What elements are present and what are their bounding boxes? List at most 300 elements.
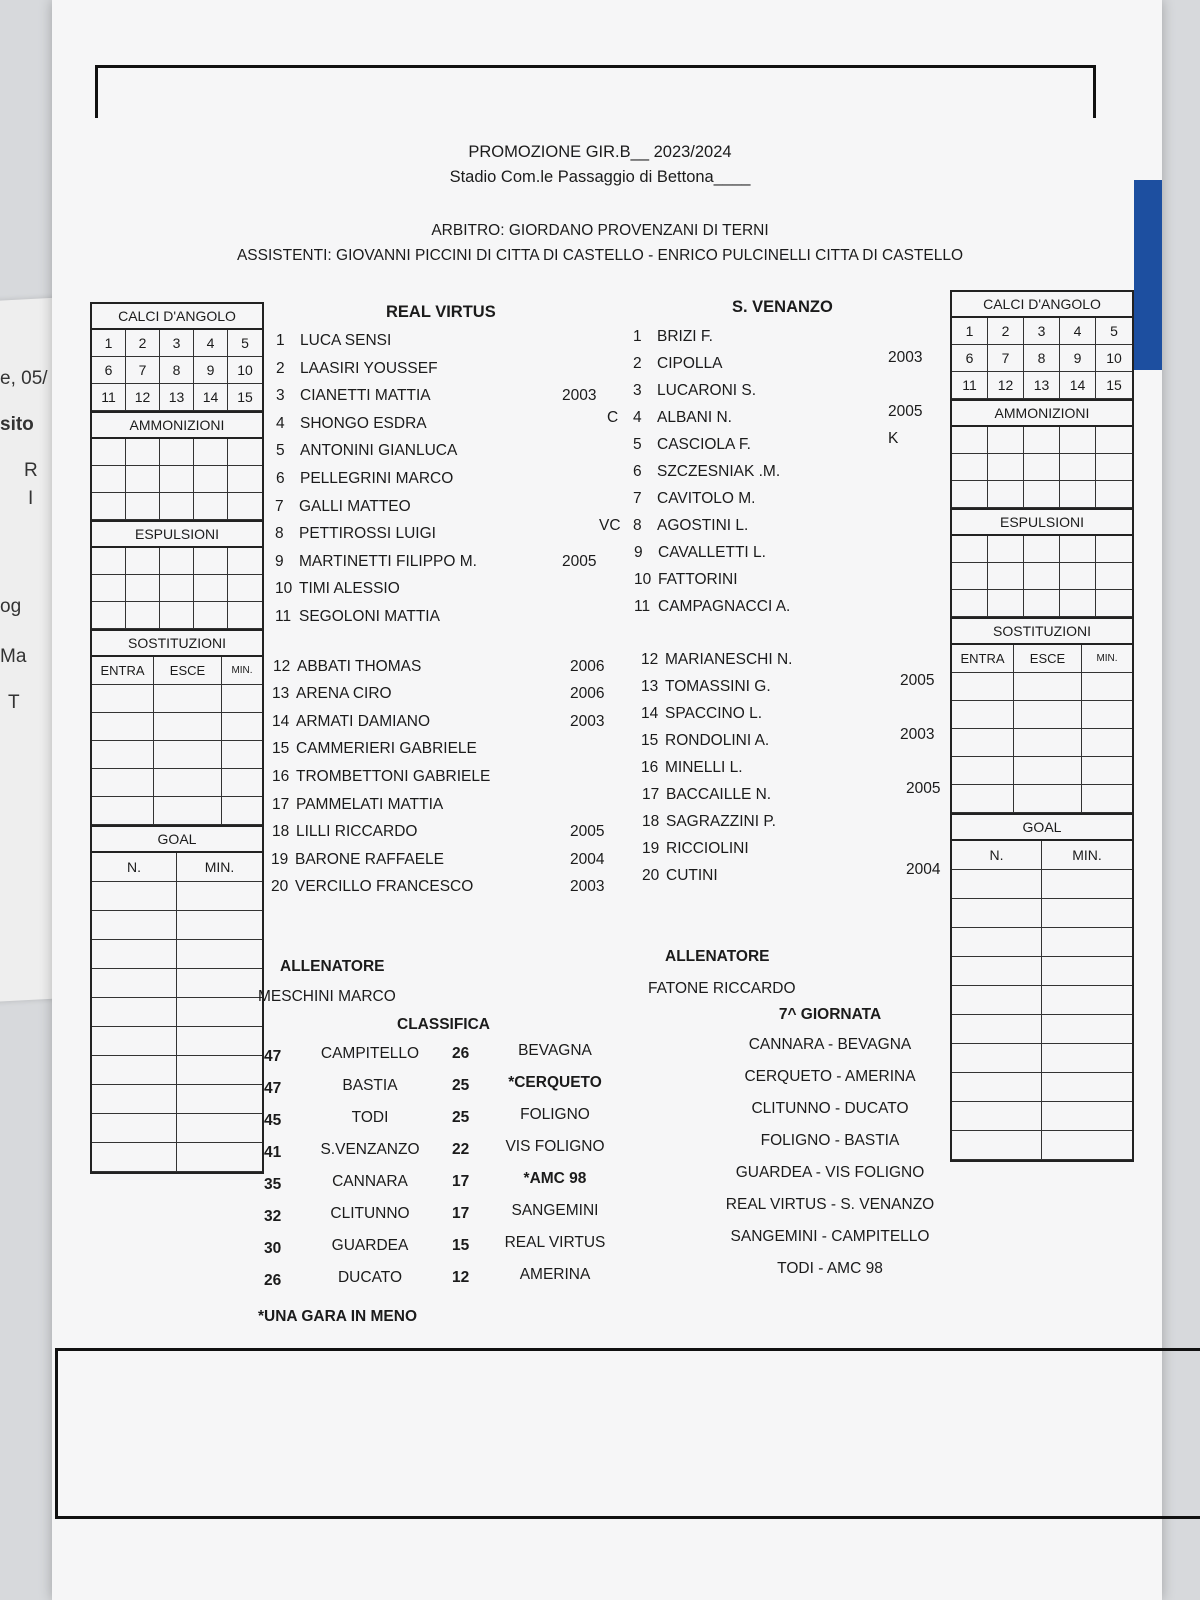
blank-cell <box>228 493 262 520</box>
away-player-row <box>641 705 762 723</box>
blank-cell <box>92 575 126 602</box>
player-number: 7 <box>633 490 642 507</box>
blank-cell <box>1082 785 1132 813</box>
blank-cell <box>1042 928 1132 957</box>
fixture: CANNARA - BEVAGNA <box>748 1036 912 1053</box>
blank-cell <box>1096 536 1132 563</box>
blank-cell <box>222 685 262 713</box>
blue-folder-edge <box>1134 180 1162 370</box>
blank-cell <box>194 439 228 466</box>
blank-cell <box>988 590 1024 617</box>
player-number: 4 <box>276 414 285 432</box>
blank-cell <box>1024 454 1060 481</box>
points: 22 <box>452 1141 470 1158</box>
player-number: 5 <box>276 442 285 460</box>
blank-cell <box>228 466 262 493</box>
player-number: 9 <box>634 544 643 561</box>
background-sheet-text: R <box>24 460 38 481</box>
blank-cell <box>1024 427 1060 454</box>
corner-number: 6 <box>952 345 988 372</box>
points: 45 <box>264 1112 282 1129</box>
home-player-row <box>272 740 477 758</box>
corner-number: 5 <box>228 330 262 357</box>
blank-cell <box>952 870 1042 899</box>
away-player-row <box>633 355 722 373</box>
player-name: FATTORINI <box>658 571 738 588</box>
away-player-row <box>634 571 738 589</box>
blank-cell <box>1014 729 1082 757</box>
notes-box <box>55 1348 1200 1519</box>
away-player-row <box>642 813 776 831</box>
player-name: GALLI MATTEO <box>299 497 411 515</box>
blank-cell <box>952 673 1014 701</box>
blank-cell <box>126 575 160 602</box>
background-sheet-text: Ma <box>0 646 27 667</box>
team: CANNARA <box>332 1173 408 1190</box>
blank-cell <box>1096 427 1132 454</box>
expulsions-grid <box>952 536 1132 619</box>
player-name: TIMI ALESSIO <box>299 580 400 598</box>
blank-cell <box>1014 785 1082 813</box>
blank-cell <box>952 701 1014 729</box>
blank-cell <box>92 713 154 741</box>
player-name: CUTINI <box>666 867 718 884</box>
blank-cell <box>952 986 1042 1015</box>
corner-number: 9 <box>194 357 228 384</box>
points: 15 <box>452 1237 470 1254</box>
blank-cell <box>952 757 1014 785</box>
player-birth-year: K <box>888 430 899 447</box>
blank-cell <box>92 1085 177 1114</box>
blank-cell <box>92 769 154 797</box>
player-name: MINELLI L. <box>665 759 743 776</box>
blank-cell <box>92 1114 177 1143</box>
player-birth-year: 2005 <box>562 552 597 570</box>
away-coach: FATONE RICCARDO <box>648 980 796 997</box>
sub-in-header: ENTRA <box>952 645 1014 673</box>
team: *CERQUETO <box>508 1074 602 1091</box>
points: 17 <box>452 1173 470 1190</box>
player-name: MARIANESCHI N. <box>665 651 793 668</box>
fixture: FOLIGNO - BASTIA <box>760 1132 900 1149</box>
away-player-row <box>641 678 771 696</box>
home-player-row <box>276 470 453 488</box>
away-player-row <box>633 490 755 508</box>
blank-cell <box>1082 701 1132 729</box>
player-name: CIPOLLA <box>657 355 723 372</box>
away-player-row <box>642 840 749 858</box>
player-number: 6 <box>276 470 285 487</box>
corner-number: 15 <box>228 384 262 411</box>
blank-cell <box>1014 701 1082 729</box>
home-player-row <box>275 608 440 626</box>
goal-grid <box>92 853 262 1172</box>
blank-cell <box>952 1131 1042 1160</box>
player-name: ALBANI N. <box>657 409 732 426</box>
blank-cell <box>1024 563 1060 590</box>
fixtures-title: 7^ GIORNATA <box>778 1006 882 1023</box>
player-name: RICCIOLINI <box>666 840 749 857</box>
blank-cell <box>1096 590 1132 617</box>
points: 17 <box>452 1205 470 1222</box>
player-number: 11 <box>634 598 651 615</box>
blank-cell <box>1060 590 1096 617</box>
team: REAL VIRTUS <box>504 1234 606 1251</box>
corner-number: 8 <box>160 357 194 384</box>
referee: ARBITRO: GIORDANO PROVENZANI DI TERNI <box>431 222 769 239</box>
blank-cell <box>92 1143 177 1172</box>
sub-min-header: MIN. <box>222 657 262 685</box>
player-number: 18 <box>642 813 660 830</box>
home-stats-panel <box>90 302 264 1174</box>
blank-cell <box>177 1056 262 1085</box>
blank-cell <box>177 882 262 911</box>
away-player-row <box>633 409 732 427</box>
player-name: LUCARONI S. <box>657 382 757 399</box>
blank-cell <box>222 741 262 769</box>
player-number: 10 <box>634 571 652 588</box>
blank-cell <box>92 1027 177 1056</box>
home-player-row <box>272 823 417 841</box>
blank-cell <box>1060 454 1096 481</box>
blank-cell <box>1082 673 1132 701</box>
substitutions-grid <box>952 645 1132 815</box>
fixture: REAL VIRTUS - S. VENANZO <box>725 1196 935 1213</box>
blank-cell <box>177 940 262 969</box>
expulsions-grid <box>92 548 262 631</box>
goal-label: GOAL <box>952 815 1132 841</box>
blank-cell <box>160 548 194 575</box>
player-number: 13 <box>641 678 659 695</box>
player-name: CAMPAGNACCI A. <box>658 598 791 615</box>
blank-cell <box>1096 481 1132 508</box>
goal-min-header: MIN. <box>177 853 262 882</box>
substitutions-grid <box>92 657 262 827</box>
blank-cell <box>154 797 222 825</box>
player-number: 9 <box>275 552 284 570</box>
team: BASTIA <box>342 1077 398 1094</box>
player-birth-year: 2003 <box>570 878 605 896</box>
fixture: GUARDEA - VIS FOLIGNO <box>735 1164 925 1181</box>
corner-number: 7 <box>126 357 160 384</box>
player-name: BACCAILLE N. <box>666 786 772 803</box>
corner-number: 2 <box>126 330 160 357</box>
blank-cell <box>952 785 1014 813</box>
team: CLITUNNO <box>330 1205 410 1222</box>
blank-cell <box>177 1114 262 1143</box>
player-number: 2 <box>276 359 285 377</box>
blank-cell <box>160 602 194 629</box>
blank-cell <box>952 454 988 481</box>
points: 32 <box>264 1208 282 1225</box>
blank-cell <box>126 493 160 520</box>
corner-number: 4 <box>194 330 228 357</box>
blank-cell <box>952 957 1042 986</box>
home-player-row <box>272 685 392 703</box>
blank-cell <box>92 741 154 769</box>
blank-cell <box>952 928 1042 957</box>
player-number: 15 <box>272 740 290 758</box>
assistants: ASSISTENTI: GIOVANNI PICCINI DI CITTA DI CASTELLO - ENRICO PULCINELLI CITTA DI CASTELLO <box>236 247 964 264</box>
blank-cell <box>92 797 154 825</box>
blank-cell <box>194 575 228 602</box>
blank-cell <box>952 1073 1042 1102</box>
blank-cell <box>92 493 126 520</box>
blank-cell <box>1042 1102 1132 1131</box>
blank-cell <box>160 575 194 602</box>
away-player-row <box>633 382 756 400</box>
home-player-row <box>275 525 436 543</box>
blank-cell <box>228 439 262 466</box>
blank-cell <box>952 1102 1042 1131</box>
player-number: 1 <box>633 328 642 345</box>
fixture: SANGEMINI - CAMPITELLO <box>730 1228 930 1245</box>
home-player-row <box>272 713 430 731</box>
blank-cell <box>228 602 262 629</box>
player-number: 11 <box>275 608 292 625</box>
away-player-row <box>641 732 769 750</box>
blank-cell <box>952 427 988 454</box>
background-sheet-text: og <box>0 596 22 617</box>
away-player-row <box>642 867 718 885</box>
corner-number: 12 <box>126 384 160 411</box>
blank-cell <box>194 466 228 493</box>
home-player-row <box>276 332 391 350</box>
fixture: CLITUNNO - DUCATO <box>751 1100 909 1117</box>
blank-cell <box>222 769 262 797</box>
player-name: VERCILLO FRANCESCO <box>295 878 474 896</box>
player-number: 17 <box>642 786 660 803</box>
points: 26 <box>264 1272 282 1289</box>
blank-cell <box>952 1015 1042 1044</box>
player-number: 3 <box>276 387 285 405</box>
goal-n-header: N. <box>952 841 1042 870</box>
points: 35 <box>264 1176 282 1193</box>
corner-number: 3 <box>1024 318 1060 345</box>
blank-cell <box>1042 1015 1132 1044</box>
corner-number: 3 <box>160 330 194 357</box>
player-name: CAVITOLO M. <box>657 490 756 507</box>
blank-cell <box>952 563 988 590</box>
player-birth-year: 2003 <box>562 387 597 405</box>
blank-cell <box>1060 481 1096 508</box>
player-name: ARMATI DAMIANO <box>296 712 431 730</box>
blank-cell <box>222 713 262 741</box>
blank-cell <box>988 563 1024 590</box>
player-number: 16 <box>641 759 659 776</box>
blank-cell <box>1024 481 1060 508</box>
away-player-row <box>641 651 792 669</box>
blank-cell <box>1042 986 1132 1015</box>
player-name: PAMMELATI MATTIA <box>296 795 444 813</box>
player-name: AGOSTINI L. <box>657 517 749 534</box>
blank-cell <box>1082 729 1132 757</box>
corner-number: 2 <box>988 318 1024 345</box>
player-number: 18 <box>272 823 290 841</box>
team: *AMC 98 <box>523 1170 587 1187</box>
player-birth-year: 2004 <box>906 861 941 878</box>
team: CAMPITELLO <box>320 1045 420 1062</box>
player-name: SEGOLONI MATTIA <box>299 608 440 625</box>
home-player-row <box>276 442 457 460</box>
player-birth-year: 2006 <box>570 685 605 703</box>
blank-cell <box>154 741 222 769</box>
blank-cell <box>92 466 126 493</box>
substitutions-label: SOSTITUZIONI <box>92 631 262 657</box>
player-number: 8 <box>633 517 642 534</box>
away-player-row <box>633 517 748 535</box>
corner-number: 7 <box>988 345 1024 372</box>
blank-cell <box>952 590 988 617</box>
player-number: 14 <box>272 712 290 730</box>
blank-cell <box>126 602 160 629</box>
player-role: VC <box>599 517 621 534</box>
blank-cell <box>92 685 154 713</box>
blank-cell <box>1060 536 1096 563</box>
player-number: 5 <box>633 436 642 453</box>
away-player-row <box>633 328 713 346</box>
corners-label: CALCI D'ANGOLO <box>92 304 262 330</box>
blank-cell <box>177 1027 262 1056</box>
blank-cell <box>228 548 262 575</box>
away-team-name: S. VENANZO <box>732 298 833 316</box>
blank-cell <box>154 713 222 741</box>
player-number: 15 <box>641 732 659 749</box>
player-name: SZCZESNIAK .M. <box>657 463 781 480</box>
blank-cell <box>160 493 194 520</box>
corner-number: 10 <box>228 357 262 384</box>
stadium: Stadio Com.le Passaggio di Bettona____ <box>449 168 751 186</box>
background-sheet-text: I <box>28 488 34 509</box>
player-birth-year: 2005 <box>906 780 941 797</box>
player-name: SHONGO ESDRA <box>300 414 427 432</box>
corner-number: 4 <box>1060 318 1096 345</box>
points: 26 <box>452 1045 470 1062</box>
corner-number: 14 <box>194 384 228 411</box>
player-name: ARENA CIRO <box>296 685 392 703</box>
corners-grid <box>92 330 262 413</box>
player-name: SPACCINO L. <box>665 705 763 722</box>
corner-number: 15 <box>1096 372 1132 399</box>
player-name: LILLI RICCARDO <box>296 823 418 841</box>
blank-cell <box>92 940 177 969</box>
points: 25 <box>452 1077 470 1094</box>
corner-number: 8 <box>1024 345 1060 372</box>
away-player-row <box>634 544 766 562</box>
blank-cell <box>92 602 126 629</box>
player-number: 12 <box>273 657 291 675</box>
blank-cell <box>194 602 228 629</box>
player-birth-year: 2004 <box>570 850 605 868</box>
player-birth-year: 2005 <box>888 403 923 420</box>
away-player-row <box>641 759 743 777</box>
goal-min-header: MIN. <box>1042 841 1132 870</box>
cautions-grid <box>952 427 1132 510</box>
player-name: LAASIRI YOUSSEF <box>300 359 438 377</box>
away-player-row <box>634 598 790 616</box>
standings-note: *UNA GARA IN MENO <box>258 1308 418 1325</box>
expulsions-label: ESPULSIONI <box>92 522 262 548</box>
player-number: 4 <box>633 409 642 426</box>
cautions-grid <box>92 439 262 522</box>
blank-cell <box>952 536 988 563</box>
player-name: SAGRAZZINI P. <box>666 813 776 830</box>
sub-out-header: ESCE <box>1014 645 1082 673</box>
player-number: 20 <box>271 878 289 896</box>
blank-cell <box>160 439 194 466</box>
player-number: 2 <box>633 355 642 372</box>
player-number: 8 <box>275 525 284 543</box>
team: BEVAGNA <box>518 1042 592 1059</box>
team: S.VENZANZO <box>320 1141 420 1158</box>
team: AMERINA <box>519 1266 591 1283</box>
corner-number: 12 <box>988 372 1024 399</box>
home-player-row <box>276 360 438 378</box>
blank-cell <box>177 1085 262 1114</box>
blank-cell <box>92 969 177 998</box>
player-name: ABBATI THOMAS <box>297 657 422 675</box>
away-player-row <box>642 786 771 804</box>
blank-cell <box>1082 757 1132 785</box>
home-player-row <box>276 415 427 433</box>
points: 41 <box>264 1144 282 1161</box>
corner-number: 1 <box>952 318 988 345</box>
blank-cell <box>154 769 222 797</box>
goal-grid <box>952 841 1132 1160</box>
points: 25 <box>452 1109 470 1126</box>
corner-number: 11 <box>92 384 126 411</box>
points: 30 <box>264 1240 282 1257</box>
player-name: CAVALLETTI L. <box>658 544 766 561</box>
blank-cell <box>1014 757 1082 785</box>
player-number: 10 <box>275 580 293 598</box>
sub-min-header: MIN. <box>1082 645 1132 673</box>
blank-cell <box>952 1044 1042 1073</box>
player-number: 13 <box>272 685 290 703</box>
away-player-row <box>633 463 780 481</box>
blank-cell <box>92 548 126 575</box>
player-number: 16 <box>272 768 290 785</box>
player-name: ANTONINI GIANLUCA <box>300 442 458 460</box>
team: FOLIGNO <box>520 1106 590 1123</box>
corners-label: CALCI D'ANGOLO <box>952 292 1132 318</box>
home-player-row <box>275 580 400 598</box>
player-name: MARTINETTI FILIPPO M. <box>299 552 477 570</box>
player-number: 3 <box>633 382 642 399</box>
cautions-label: AMMONIZIONI <box>952 401 1132 427</box>
corner-number: 14 <box>1060 372 1096 399</box>
sub-out-header: ESCE <box>154 657 222 685</box>
blank-cell <box>1060 427 1096 454</box>
blank-cell <box>988 536 1024 563</box>
player-number: 7 <box>275 497 284 515</box>
player-role: C <box>607 409 619 426</box>
sub-in-header: ENTRA <box>92 657 154 685</box>
home-player-row <box>275 553 477 571</box>
background-sheet-text: T <box>8 692 20 713</box>
blank-cell <box>952 899 1042 928</box>
blank-cell <box>126 466 160 493</box>
player-birth-year: 2003 <box>888 349 923 366</box>
blank-cell <box>160 466 194 493</box>
blank-cell <box>952 729 1014 757</box>
blank-cell <box>1024 590 1060 617</box>
fixture: TODI - AMC 98 <box>777 1260 883 1277</box>
player-birth-year: 2005 <box>900 672 935 689</box>
player-birth-year: 2006 <box>570 657 605 675</box>
away-stats-panel <box>950 290 1134 1162</box>
home-player-row <box>272 768 490 786</box>
